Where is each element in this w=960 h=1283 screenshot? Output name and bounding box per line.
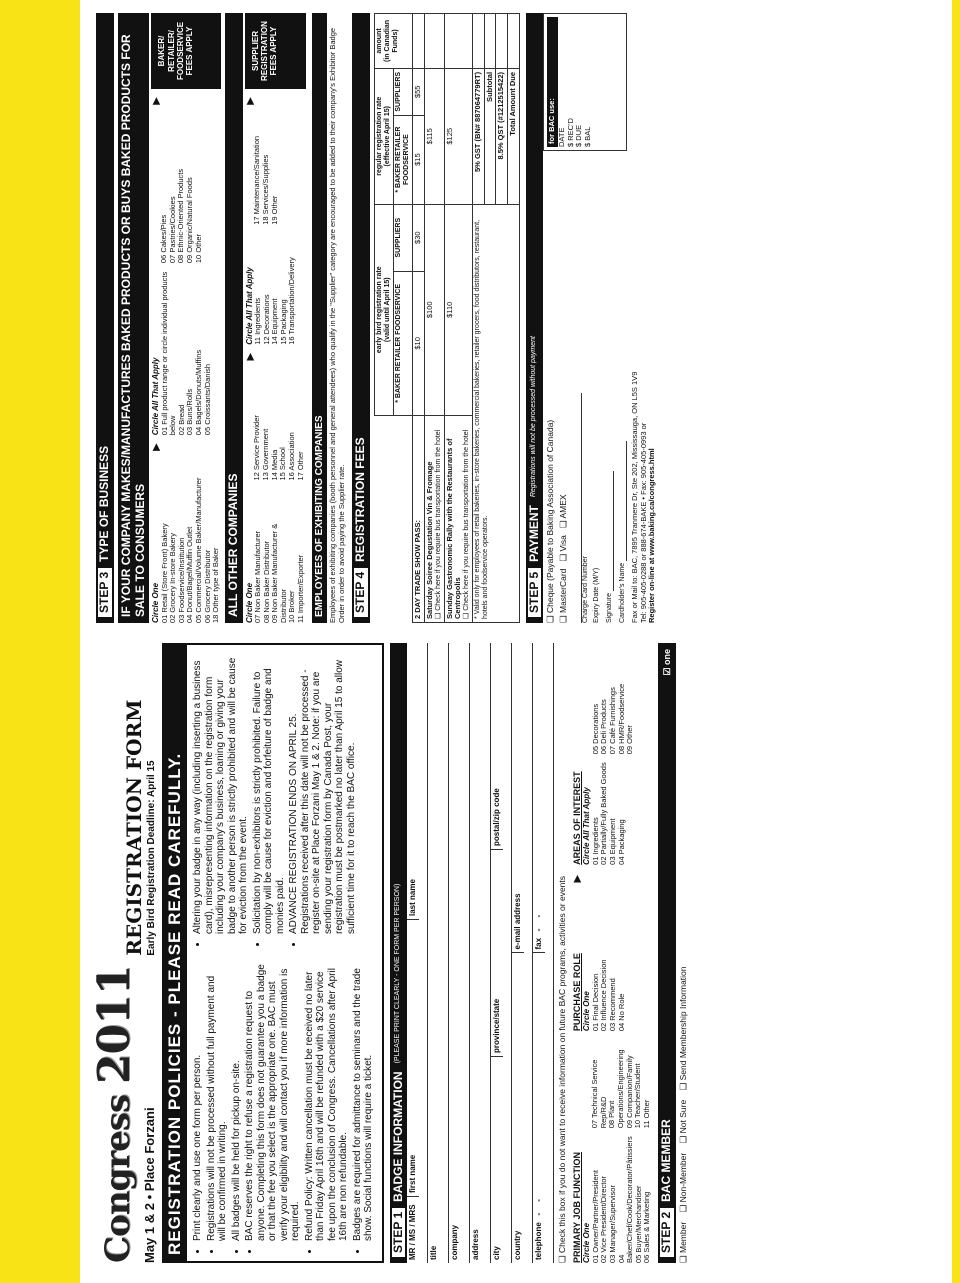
register-online-link[interactable]: Register on-line at www.baking.ca/congress.html bbox=[647, 448, 657, 623]
bac-field: DATE bbox=[556, 127, 566, 147]
other-companies-section: Circle One 07 Non Baker Manufacturer 08 Non Baker Distributor 09 Non Baker Manufacturer & Distributor 10 Broker 11 Importer/Exporter 12 Service Provider 13 Government 14 Media 15 School 16 Association 17 Other ▶ Circle All That Apply 11 Ingredients 12 Decorations 14 Equipment 15 Packaging 16 Transportation/Delivery 17 Maintenance/Sanitation 18 Services/Supplies 19 Other ▶ SUPPLIER REGISTRATION FEES APPLY bbox=[245, 13, 306, 623]
bus-checkbox[interactable]: ❑ Check here if you require bus transportation from the hotel bbox=[462, 429, 470, 619]
city-row bbox=[491, 643, 512, 1263]
product-option[interactable]: 03 Buns/Rolls bbox=[185, 388, 195, 436]
business-option[interactable]: 04 Donut/Bagel/Muffin Outlet bbox=[185, 526, 195, 623]
business-option[interactable]: 07 Non Baker Manufacturer bbox=[252, 530, 262, 623]
policy-item: • Altering your badge in any way (including inserting a business card), misrepresenting information on the registration form including your company's business, loaning or giving your badge to another person is strictly prohibited and will be cause for eviction from the event. bbox=[192, 653, 250, 934]
amount-cell[interactable] bbox=[473, 14, 485, 69]
step4-header: STEP 4 REGISTRATION FEES bbox=[352, 13, 370, 623]
job-function-option[interactable]: 02 Vice President/Director bbox=[599, 1176, 609, 1263]
supply-option[interactable]: 18 Services/Supplies bbox=[261, 154, 270, 225]
job-function-option[interactable]: 10 Teacher/Student bbox=[633, 1063, 643, 1129]
title-field[interactable]: title bbox=[429, 1245, 439, 1260]
address-row bbox=[470, 643, 491, 1263]
opt-out-row bbox=[558, 643, 568, 1263]
form-right-half bbox=[90, 13, 946, 623]
bakers-heading: IF YOUR COMPANY MAKES/MANUFACTURES BAKED PRODUCTS OR BUYS BAKED PRODUCTS FOR SALE TO CONSUMERS bbox=[118, 13, 150, 623]
last-name-field[interactable]: last name bbox=[408, 879, 418, 916]
not-sure-checkbox[interactable]: ❑ Not Sure bbox=[677, 1099, 688, 1144]
step1-categories bbox=[572, 643, 652, 1263]
policies-left-list bbox=[192, 960, 377, 1253]
fees-table bbox=[374, 13, 519, 623]
interest-option[interactable]: 08 HMR/Foodservice bbox=[616, 683, 626, 755]
amount-cell[interactable] bbox=[496, 14, 508, 69]
business-option[interactable]: 10 Broker bbox=[287, 590, 297, 623]
name-row bbox=[407, 643, 428, 1263]
product-option[interactable]: 10 Other bbox=[193, 233, 203, 264]
job-function-list-1: Circle One 01 Owner/Partner/President 02 Vice President/Director 03 Manager/Supervisor 04 Baker/Chef/Cook/Decorator/Pâtissiers 05 Buyer/Merchandiser 06 Sales & Marketing bbox=[582, 1136, 652, 1263]
table-row: Total Amount Due bbox=[507, 14, 519, 623]
purchase-role-section: PURCHASE ROLE Circle One 01 Final Decision 02 Influence Decision 03 Recommend 04 No Role bbox=[572, 893, 652, 1032]
opt-out-label: Check this box if you do not want to receive information on future BAC programs, activities or events bbox=[557, 875, 568, 1253]
regular-column-header: regular registration rate (effective April 15) bbox=[375, 68, 394, 204]
event-date-location: May 1 & 2 • Place Forzani bbox=[141, 1107, 157, 1263]
policy-item: • Registrations will not be processed without full payment and will be confirmed in writing. bbox=[206, 960, 229, 1241]
supply-option[interactable]: 11 Ingredients bbox=[252, 297, 262, 345]
supply-option[interactable]: 14 Equipment bbox=[270, 298, 280, 345]
supply-option[interactable]: 19 Other bbox=[269, 195, 279, 225]
bac-field: $ DUE bbox=[574, 124, 584, 147]
fees-header-row bbox=[375, 14, 394, 623]
product-option[interactable]: 01 Full product range or circle individual products below bbox=[159, 271, 178, 436]
bakers-section: Circle One 01 Retail (Store Front) Bakery 02 Grocery In-store Bakery 03 Foodservice/Institution 04 Donut/Bagel/Muffin Outlet 05 Commercial/Volume Baker/Manufacturer 06 Grocery Distributor 18 Other type of Baker ▶ Circle All That Apply 01 Full product range or circle individual products below 02 Bread 03 Buns/Rolls 04 Bagels/Donuts/Muffins 05 Croissants/Danish 06 Cakes/Pies 07 Pastries/Cookies 08 Ethnic-Oriented Products 09 Organic/Natural Foods 10 Other ▶ BAKER/ RETAILER/ FOODSERVICE FEES APPLY bbox=[151, 13, 221, 623]
non-member-checkbox[interactable]: ❑ Non-Member bbox=[677, 1152, 688, 1213]
arrow-icon: ▶ bbox=[572, 874, 584, 883]
arrow-icon: ▶ bbox=[151, 96, 163, 105]
salutation-field[interactable]: MR / MS / MRS bbox=[407, 1196, 418, 1263]
opt-out-checkbox[interactable]: ❑ bbox=[557, 1255, 568, 1263]
form-left-half bbox=[90, 643, 946, 1263]
business-option[interactable]: 17 Other bbox=[295, 451, 305, 481]
interest-option[interactable]: 01 Ingredients bbox=[590, 817, 600, 865]
purchase-role-option[interactable]: 01 Final Decision bbox=[590, 973, 600, 1032]
visa-checkbox[interactable]: ❑ Visa bbox=[558, 535, 569, 562]
fees-subheader-row: * BAKER RETAILER FOODSERVICE SUPPLIERS * BAKER RETAILER FOODSERVICE SUPPLIERS bbox=[394, 14, 413, 623]
business-option[interactable]: 06 Grocery Distributor bbox=[202, 549, 212, 623]
job-function-option[interactable]: 11 Other bbox=[641, 1099, 651, 1129]
address-field[interactable]: address bbox=[471, 1229, 481, 1260]
policies-right-list bbox=[192, 653, 377, 946]
product-option[interactable]: 09 Organic/Natural Foods bbox=[184, 177, 194, 264]
cardholder-field[interactable]: Cardholder's Name bbox=[617, 163, 627, 623]
step3-header: STEP 3 TYPE OF BUSINESS bbox=[96, 13, 114, 623]
registration-form-page bbox=[80, 0, 952, 1283]
table-row: Saturday Soiree Degustation Vin & Fromage ❑ Check here if you require bus transportation from the hotel $100 $115 bbox=[425, 14, 445, 623]
signature-field[interactable]: Signature bbox=[604, 163, 614, 623]
member-checkbox[interactable]: ❑ Member bbox=[677, 1221, 688, 1263]
policies-box bbox=[187, 643, 384, 1263]
step1-header: STEP 1 BADGE INFORMATION (PLEASE PRINT CLEARLY - ONE FORM PER PERSON) bbox=[390, 643, 408, 1263]
business-option[interactable]: 09 Non Baker Manufacturer & Distributor bbox=[270, 523, 288, 623]
other-companies-heading: ALL OTHER COMPANIES bbox=[225, 13, 243, 623]
table-row: 8.5% QST (#1212515422) bbox=[496, 14, 508, 623]
interest-option[interactable]: 04 Packaging bbox=[616, 819, 626, 865]
telephone-field[interactable]: telephone - - bbox=[533, 953, 544, 1264]
supply-option[interactable]: 15 Packaging bbox=[278, 299, 288, 345]
business-option[interactable]: 03 Foodservice/Institution bbox=[176, 537, 186, 623]
table-row: * Valid only for employees of retail bakeries, in-store bakeries, commercial bakeries, retailer grocers, food distributors, restaurant, hotels and foodservice operators. 5% GST (BN# 887064779RT) bbox=[473, 14, 485, 623]
step2-header: STEP 2 BAC MEMBER ☑ one bbox=[658, 643, 676, 1263]
job-function-option[interactable]: 01 Owner/Partner/President bbox=[590, 1170, 600, 1263]
supply-option[interactable]: 16 Transportation/Delivery bbox=[287, 257, 297, 345]
amount-cell[interactable] bbox=[425, 14, 445, 69]
email-field[interactable]: e-mail address bbox=[513, 893, 523, 950]
form-title: REGISTRATION FORM bbox=[122, 699, 147, 956]
areas-of-interest-section: AREAS OF INTEREST Circle All That Apply 01 Ingredients 02 Partially/Fully Baked Goods 03 Equipment 04 Packaging 05 Decorations 06 Deli Products 07 Café Furnishings 08 HMR/Foodservice 09 Other bbox=[572, 683, 635, 865]
policies-banner: REGISTRATION POLICIES - PLEASE READ CAREFULLY. bbox=[162, 643, 188, 1263]
business-option[interactable]: 15 School bbox=[278, 447, 288, 481]
policy-item: • Badges are required for admittance to seminars and the trade show. Social functions will require a ticket. bbox=[352, 960, 375, 1241]
step5-header: STEP 5 PAYMENT Registrations will not be processed without payment bbox=[526, 13, 544, 623]
contact-info: Fax or Mail to: BAC, 7895 Tranmere Dr, Ste 202, Mississauga, ON L5S 1V9 Tel: 905-405-0288 or 888-674-BAKE • Fax: 905-405-0993 or Register on-line at www.baking.ca/congress.html bbox=[631, 13, 657, 623]
mastercard-checkbox[interactable]: ❑ MasterCard bbox=[558, 568, 569, 623]
early-bird-column-header: early bird registration rate (valid until April 15) bbox=[375, 204, 394, 415]
bac-field: $ REC'D bbox=[565, 118, 575, 147]
policy-item: • Refund Policy: Written cancellation must be received no later than Friday April 16th and will be refunded with a $20 service fee upon the conclusion of Congress. Cancellations after April 16th are non refundable. bbox=[304, 960, 350, 1241]
title-row bbox=[428, 643, 449, 1263]
job-function-option[interactable]: 04 Baker/Chef/Cook/Decorator/Pâtissiers bbox=[616, 1136, 635, 1263]
policy-item: • ADVANCE REGISTRATION ENDS ON APRIL 25. Registrations received after this date will not be processed - register on-site at Place Forzani May 1 & 2. Note: if you are sending your registration form by Canada Post, your registration must be postmarked no later than April 15 to allow sufficient time for it to reach the BAC office. bbox=[288, 653, 357, 934]
policy-item: • Print clearly and use one form per person. bbox=[192, 960, 204, 1241]
product-option[interactable]: 06 Cakes/Pies bbox=[159, 214, 169, 264]
table-row: 2 DAY TRADE SHOW PASS: $10 $30 $15 $55 bbox=[413, 14, 425, 623]
arrow-icon: ▶ bbox=[244, 352, 256, 361]
purchase-role-option[interactable]: 02 Influence Decision bbox=[599, 959, 609, 1032]
purchase-role-option[interactable]: 03 Recommend bbox=[607, 978, 617, 1032]
product-option[interactable]: 07 Pastries/Cookies bbox=[167, 196, 177, 264]
congress-logo: Congress 2011 bbox=[89, 965, 140, 1263]
job-function-option[interactable]: 09 Companion/Family bbox=[624, 1055, 634, 1129]
expiry-field[interactable]: Expiry Date (M/Y) bbox=[592, 567, 600, 623]
business-option[interactable]: 02 Grocery In-store Bakery bbox=[168, 532, 178, 623]
policy-item: • BAC reserves the right to refuse a registration request to anyone. Completing this form does not guarantee you a badge or that the fee you select is the appropriate one. BAC must verify your eligibility and will contact you if more information is required. bbox=[244, 960, 302, 1241]
baker-fees-badge: BAKER/ RETAILER/ FOODSERVICE FEES APPLY bbox=[151, 13, 221, 89]
early-bird-deadline: Early Bird Registration Deadline: April 15 bbox=[146, 760, 158, 956]
yellow-edge-strip bbox=[952, 0, 960, 1283]
job-function-list-2 bbox=[582, 1041, 652, 1128]
bus-checkbox[interactable]: ❑ Check here if you require bus transportation from the hotel bbox=[434, 429, 442, 619]
interest-option[interactable]: 09 Other bbox=[625, 725, 635, 755]
job-function-option[interactable]: 06 Sales & Marketing bbox=[642, 1191, 652, 1263]
check-one-note: ☑ one bbox=[661, 649, 672, 676]
first-name-field[interactable]: first name bbox=[407, 919, 418, 1196]
amount-cell[interactable] bbox=[413, 14, 425, 69]
send-info-checkbox[interactable]: ❑ Send Membership Information bbox=[677, 966, 688, 1091]
business-option[interactable]: 18 Other type of Baker bbox=[211, 547, 221, 623]
product-option[interactable]: 04 Bagels/Donuts/Muffins bbox=[194, 349, 204, 436]
business-option[interactable]: 08 Non Baker Distributor bbox=[261, 540, 271, 623]
amount-cell[interactable] bbox=[484, 14, 496, 69]
exhibitor-heading: EMPLOYEES OF EXHIBITING COMPANIES bbox=[312, 13, 328, 623]
table-row: Sunday Gastronomic Rally with the Restaurants of Centropolis ❑ Check here if you require bus transportation from the hotel $110 $125 bbox=[444, 14, 472, 623]
policy-item: • All badges will be held for pickup on-site. bbox=[231, 960, 243, 1241]
card-number-field[interactable]: Charge Card Number bbox=[572, 163, 590, 623]
job-function-option[interactable]: 07 Technical Service Rep/R&D bbox=[590, 1059, 608, 1129]
interest-option[interactable]: 07 Café Furnishings bbox=[607, 687, 617, 755]
postal-code-field[interactable]: postal/zip code bbox=[492, 788, 502, 846]
province-field[interactable]: province/state bbox=[491, 849, 502, 1056]
amount-cell[interactable] bbox=[444, 14, 472, 69]
supply-option[interactable]: 17 Maintenance/Sanitation bbox=[252, 135, 262, 225]
membership-options bbox=[679, 643, 689, 1263]
fax-field[interactable]: fax - - bbox=[534, 914, 544, 950]
business-option[interactable]: 01 Retail (Store Front) Bakery bbox=[159, 523, 169, 623]
product-option[interactable]: 08 Ethnic-Oriented Products bbox=[176, 168, 186, 264]
business-option[interactable]: 13 Government bbox=[261, 428, 270, 481]
supplier-fees-badge: SUPPLIER REGISTRATION FEES APPLY bbox=[245, 13, 306, 89]
bac-field: $ BAL bbox=[582, 126, 592, 147]
job-function-section: PRIMARY JOB FUNCTION Circle One 01 Owner/Partner/President 02 Vice President/Director 03 Manager/Supervisor 04 Baker/Chef/Cook/Decorator/Pâtissiers 05 Buyer/Merchandiser 06 Sales & Marketing 07 Technical Service Rep/R&D 08 Plant Operations/Engineering 09 Companion/Family 10 Teacher/Student 11 Other bbox=[572, 1041, 652, 1263]
company-field[interactable]: company bbox=[450, 1224, 460, 1260]
interest-option[interactable]: 05 Decorations bbox=[590, 703, 600, 755]
interest-option[interactable]: 03 Equipment bbox=[607, 818, 617, 865]
yellow-margin-bar bbox=[0, 0, 80, 1283]
amex-checkbox[interactable]: ❑ AMEX bbox=[558, 494, 569, 529]
business-option[interactable]: 12 Service Provider bbox=[252, 415, 262, 481]
arrow-icon: ▶ bbox=[244, 97, 256, 105]
cheque-option[interactable]: ❑ Cheque (Payable to Baking Association of Canada) bbox=[545, 419, 556, 623]
country-field[interactable]: country bbox=[512, 953, 523, 1264]
business-option[interactable]: 16 Association bbox=[286, 432, 296, 481]
country-row bbox=[512, 643, 533, 1263]
arrow-icon: ▶ bbox=[151, 443, 163, 451]
telephone-row bbox=[533, 643, 554, 1263]
interest-option[interactable]: 06 Deli Products bbox=[599, 699, 609, 755]
job-function-option[interactable]: 05 Buyer/Merchandiser bbox=[633, 1185, 643, 1263]
interest-option[interactable]: 02 Partially/Fully Baked Goods bbox=[599, 762, 609, 865]
product-option[interactable]: 02 Bread bbox=[176, 404, 186, 436]
card-options bbox=[559, 163, 569, 623]
form-header bbox=[90, 643, 158, 1263]
job-function-option[interactable]: 03 Manager/Supervisor bbox=[607, 1185, 617, 1263]
amount-cell[interactable] bbox=[507, 14, 519, 69]
city-field[interactable]: city bbox=[491, 1056, 502, 1263]
purchase-role-option[interactable]: 04 No Role bbox=[616, 993, 626, 1032]
table-row: Subtotal bbox=[484, 14, 496, 623]
business-option[interactable]: 14 Media bbox=[269, 449, 279, 481]
exhibitor-text: Employees of exhibiting companies (booth personnel and general attendees) who qualify in the "Supplier" category are encouraged to be added to their company's Exhibitor Badge Order in order to avoid paying the Supplier rate. bbox=[328, 27, 346, 623]
job-function-option[interactable]: 08 Plant Operations/Engineering bbox=[607, 1049, 625, 1129]
product-option[interactable]: 05 Croissants/Danish bbox=[202, 363, 212, 436]
business-option[interactable]: 05 Commercial/Volume Baker/Manufacturer bbox=[194, 477, 204, 623]
business-option[interactable]: 11 Importer/Exporter bbox=[296, 554, 306, 623]
bac-use-box: for BAC use: DATE $ REC'D $ DUE $ BAL bbox=[543, 13, 627, 151]
amount-column-header: amount (in Canadian Funds) bbox=[375, 14, 413, 69]
supply-option[interactable]: 12 Decorations bbox=[261, 294, 271, 345]
policy-item: • Solicitation by non-exhibitors is strictly prohibited. Failure to comply will be cause for eviction and forfeiture of badge and monies paid. bbox=[252, 653, 287, 934]
company-row bbox=[449, 643, 470, 1263]
